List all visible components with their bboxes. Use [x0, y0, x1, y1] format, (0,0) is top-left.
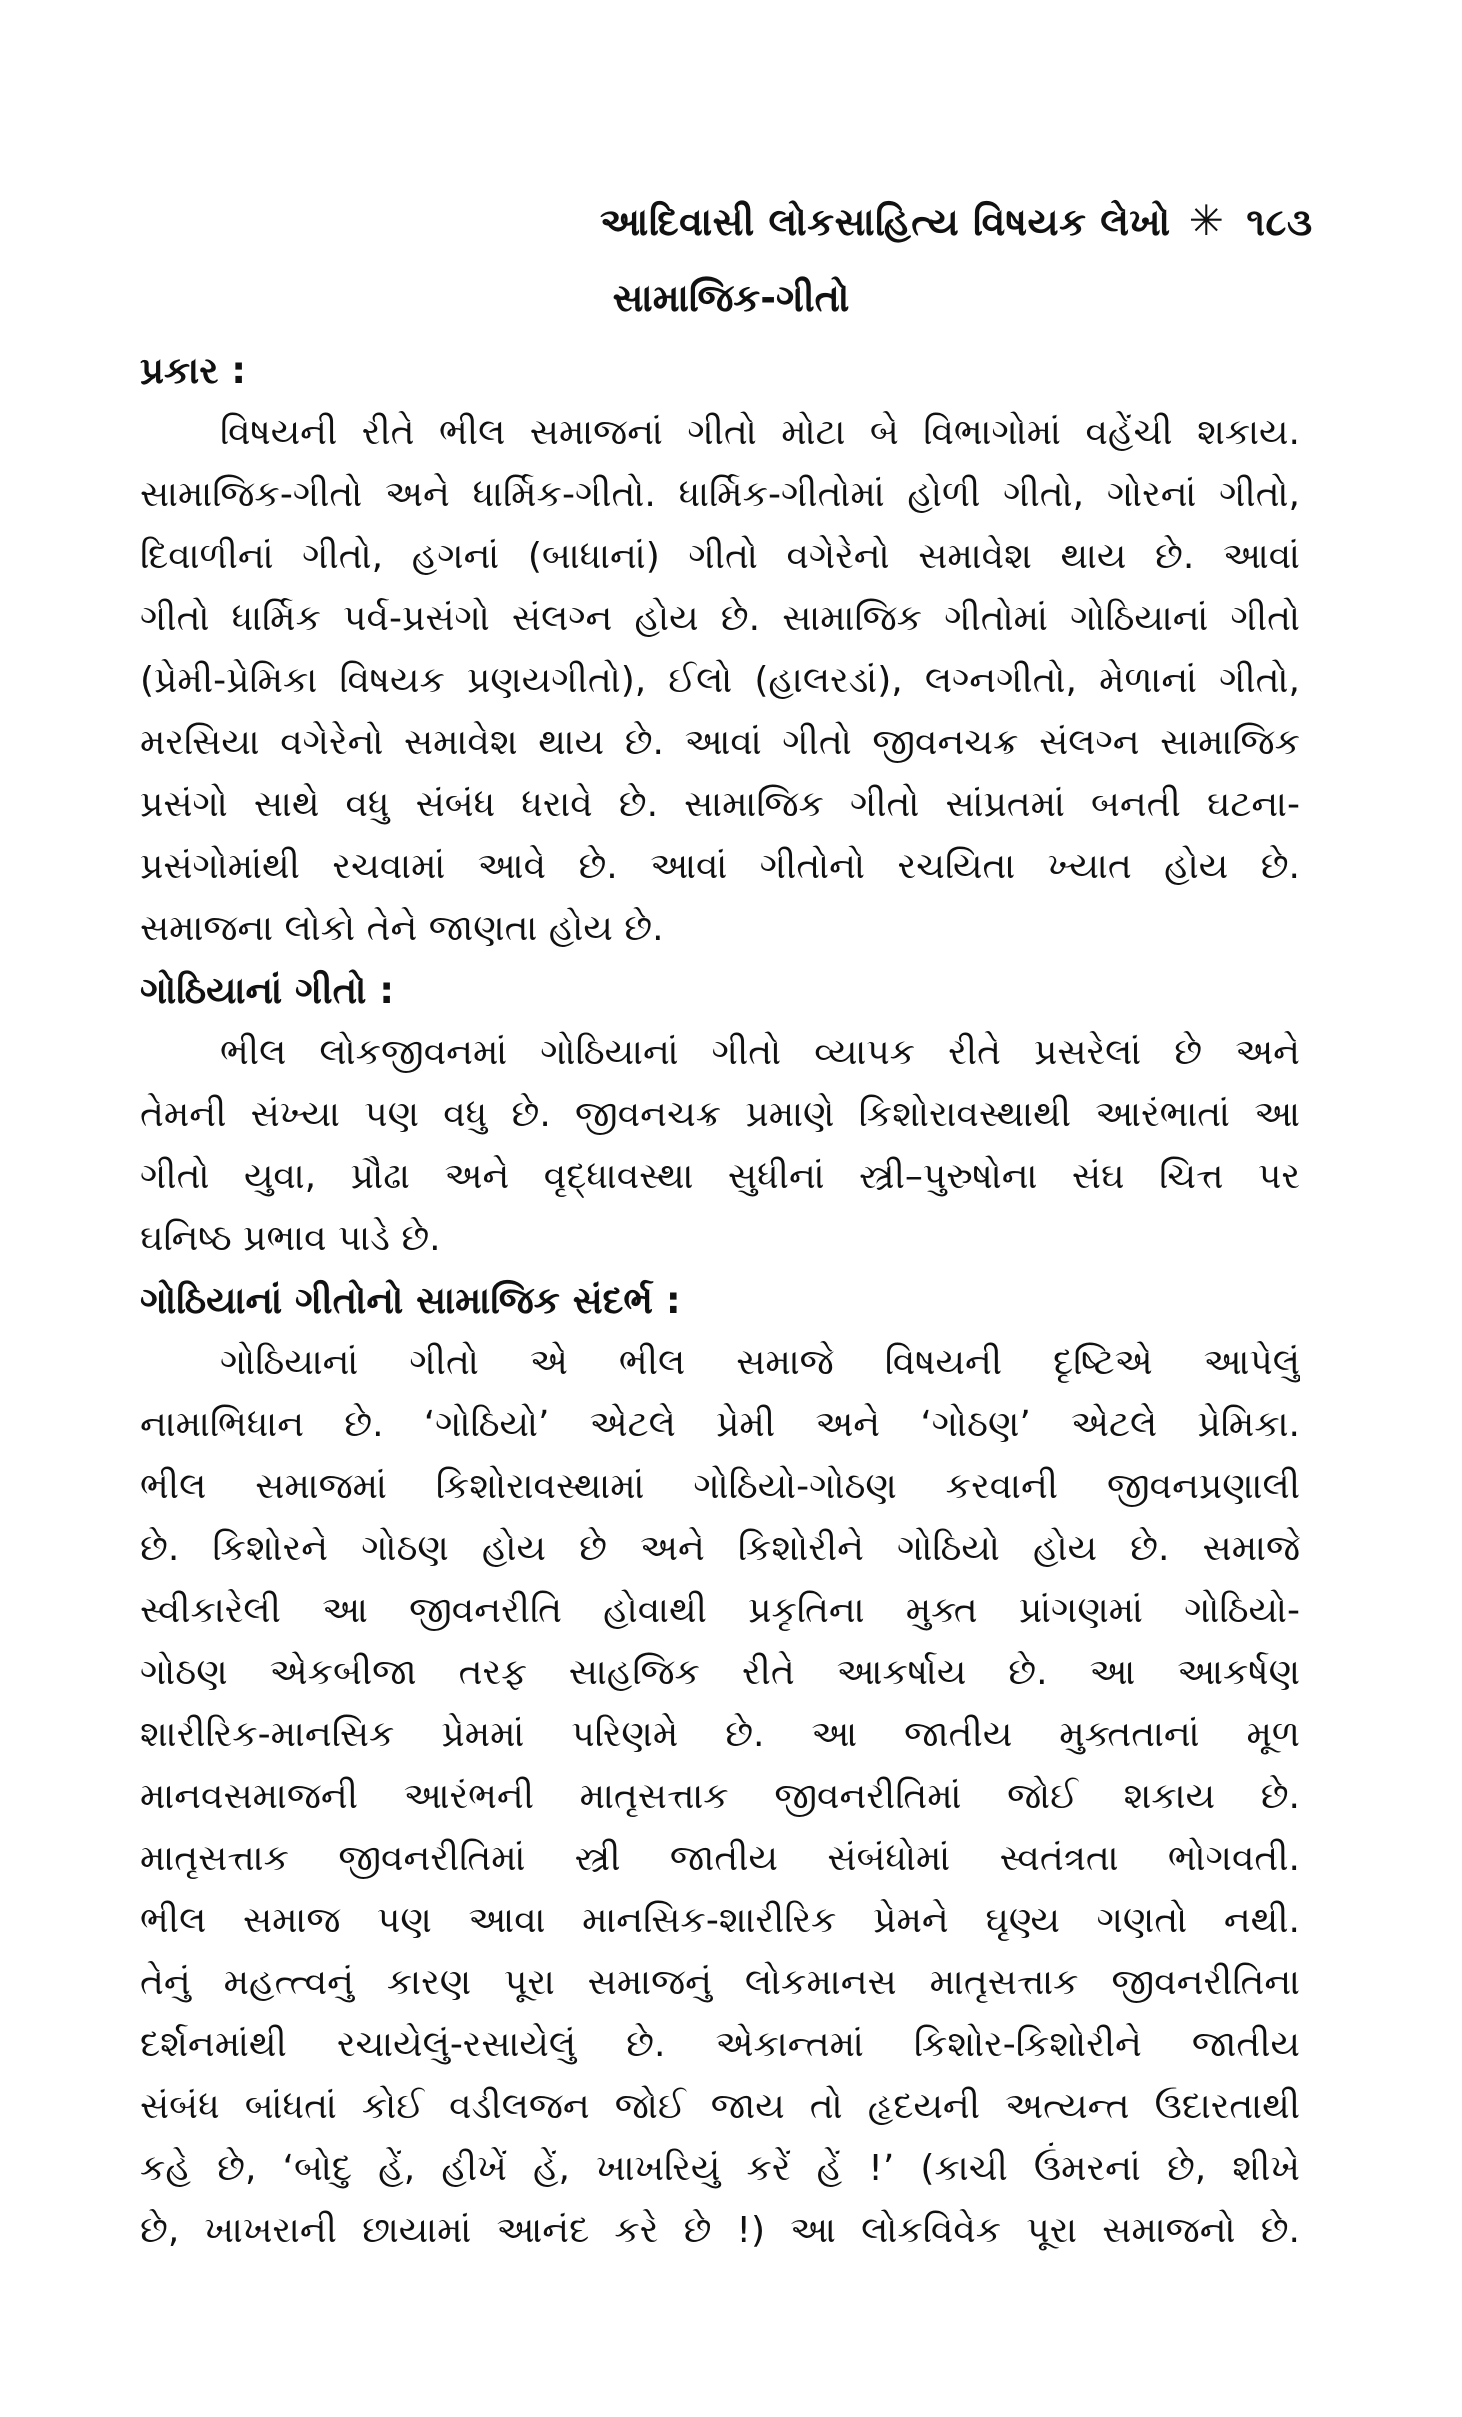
paragraph-line: ભીલ લોકજીવનમાં ગોઠિયાનાં ગીતો વ્યાપક રીતે પ્રસરેલાં છે અને — [220, 1032, 1300, 1073]
paragraph-line: માનવસમાજની આરંભની માતૃસત્તાક જીવનરીતિમાં જોઈ શકાય છે. — [140, 1776, 1300, 1817]
paragraph-line: પ્રસંગો સાથે વધુ સંબંધ ધરાવે છે. સામાજિક ગીતો સાંપ્રતમાં બનતી ઘટના- — [140, 784, 1300, 825]
paragraph-line: દિવાળીનાં ગીતો, હગનાં (બાધાનાં) ગીતો વગેરેનો સમાવેશ થાય છે. આવાં — [140, 536, 1300, 577]
section-heading: ગોઠિયાનાં ગીતો : — [140, 969, 395, 1012]
paragraph-line: દર્શનમાંથી રચાયેલું-રસાયેલું છે. એકાન્તમાં કિશોર-કિશોરીને જાતીય — [140, 2024, 1300, 2065]
paragraph-line: સંબંધ બાંધતાં કોઈ વડીલજન જોઈ જાય તો હૃદયની અત્યન્ત ઉદારતાથી — [140, 2086, 1300, 2127]
running-header — [600, 196, 1340, 245]
paragraph-line: કહે છે, ‘બોદુ હેં, હીખેં હેં, ખાખરિયું કરેં હેં !’ (કાચી ઉંમરનાં છે, શીખે — [140, 2148, 1300, 2189]
paragraph-line: માતૃસત્તાક જીવનરીતિમાં સ્ત્રી જાતીય સંબંધોમાં સ્વતંત્રતા ભોગવતી. — [140, 1838, 1300, 1879]
paragraph-line: શારીરિક-માનસિક પ્રેમમાં પરિણમે છે. આ જાતીય મુક્તતાનાં મૂળ — [140, 1714, 1300, 1755]
paragraph-line: વિષયની રીતે ભીલ સમાજનાં ગીતો મોટા બે વિભાગોમાં વહેંચી શકાય. — [220, 412, 1300, 453]
paragraph-line: છે, ખાખરાની છાયામાં આનંદ કરે છે !) આ લોકવિવેક પૂરા સમાજનો છે. — [140, 2210, 1300, 2251]
paragraph-line: સામાજિક-ગીતો અને ધાર્મિક-ગીતો. ધાર્મિક-ગીતોમાં હોળી ગીતો, ગોરનાં ગીતો, — [140, 474, 1300, 515]
paragraph-line: તેમની સંખ્યા પણ વધુ છે. જીવનચક્ર પ્રમાણે કિશોરાવસ્થાથી આરંભાતાં આ — [140, 1094, 1300, 1135]
section-heading: પ્રકાર : — [140, 349, 247, 392]
paragraph-line: ગોઠિયાનાં ગીતો એ ભીલ સમાજે વિષયની દૃષ્ટિએ આપેલું — [220, 1342, 1300, 1383]
paragraph-line: છે. કિશોરને ગોઠણ હોય છે અને કિશોરીને ગોઠિયો હોય છે. સમાજે — [140, 1528, 1300, 1569]
body-text — [140, 340, 1300, 2262]
paragraph-line: સ્વીકારેલી આ જીવનરીતિ હોવાથી પ્રકૃતિના મુક્ત પ્રાંગણમાં ગોઠિયો- — [140, 1590, 1300, 1631]
paragraph-line: પ્રસંગોમાંથી રચવામાં આવે છે. આવાં ગીતોનો રચયિતા ખ્યાત હોય છે. — [140, 846, 1300, 887]
paragraph-line: મરસિયા વગેરેનો સમાવેશ થાય છે. આવાં ગીતો જીવનચક્ર સંલગ્ન સામાજિક — [140, 722, 1300, 763]
chapter-title: સામાજિક-ગીતો — [612, 276, 850, 320]
paragraph-line: સમાજના લોકો તેને જાણતા હોય છે. — [140, 908, 664, 949]
section-heading: ગોઠિયાનાં ગીતોનો સામાજિક સંદર્ભ : — [140, 1279, 681, 1322]
paragraph-line: ગીતો ધાર્મિક પર્વ-પ્રસંગો સંલગ્ન હોય છે. સામાજિક ગીતોમાં ગોઠિયાનાં ગીતો — [140, 598, 1300, 639]
paragraph-line: (પ્રેમી-પ્રેમિકા વિષયક પ્રણયગીતો), ઈલો (હાલરડાં), લગ્નગીતો, મેળાનાં ગીતો, — [140, 660, 1300, 701]
paragraph-line: ઘનિષ્ઠ પ્રભાવ પાડે છે. — [140, 1218, 441, 1259]
page-number: ૧૮૩ — [1246, 200, 1313, 244]
paragraph-line: ભીલ સમાજમાં કિશોરાવસ્થામાં ગોઠિયો-ગોઠણ કરવાની જીવનપ્રણાલી — [140, 1466, 1300, 1507]
running-title: આદિવાસી લોકસાહિત્ય વિષયક લેખો — [600, 200, 1171, 244]
paragraph-line: ભીલ સમાજ પણ આવા માનસિક-શારીરિક પ્રેમને ઘૃણ્ય ગણતો નથી. — [140, 1900, 1300, 1941]
paragraph-line: ગોઠણ એકબીજા તરફ સાહજિક રીતે આકર્ષાય છે. આ આકર્ષણ — [140, 1652, 1300, 1693]
paragraph-line: નામાભિધાન છે. ‘ગોઠિયો’ એટલે પ્રેમી અને ‘ગોઠણ’ એટલે પ્રેમિકા. — [140, 1404, 1300, 1445]
paragraph-line: ગીતો યુવા, પ્રૌઢા અને વૃદ્ધાવસ્થા સુધીનાં સ્ત્રી–પુરુષોના સંઘ ચિત્ત પર — [140, 1156, 1300, 1197]
paragraph-line: તેનું મહત્ત્વનું કારણ પૂરા સમાજનું લોકમાનસ માતૃસત્તાક જીવનરીતિના — [140, 1962, 1300, 2003]
asterisk-separator-icon: ✳ — [1188, 196, 1225, 245]
